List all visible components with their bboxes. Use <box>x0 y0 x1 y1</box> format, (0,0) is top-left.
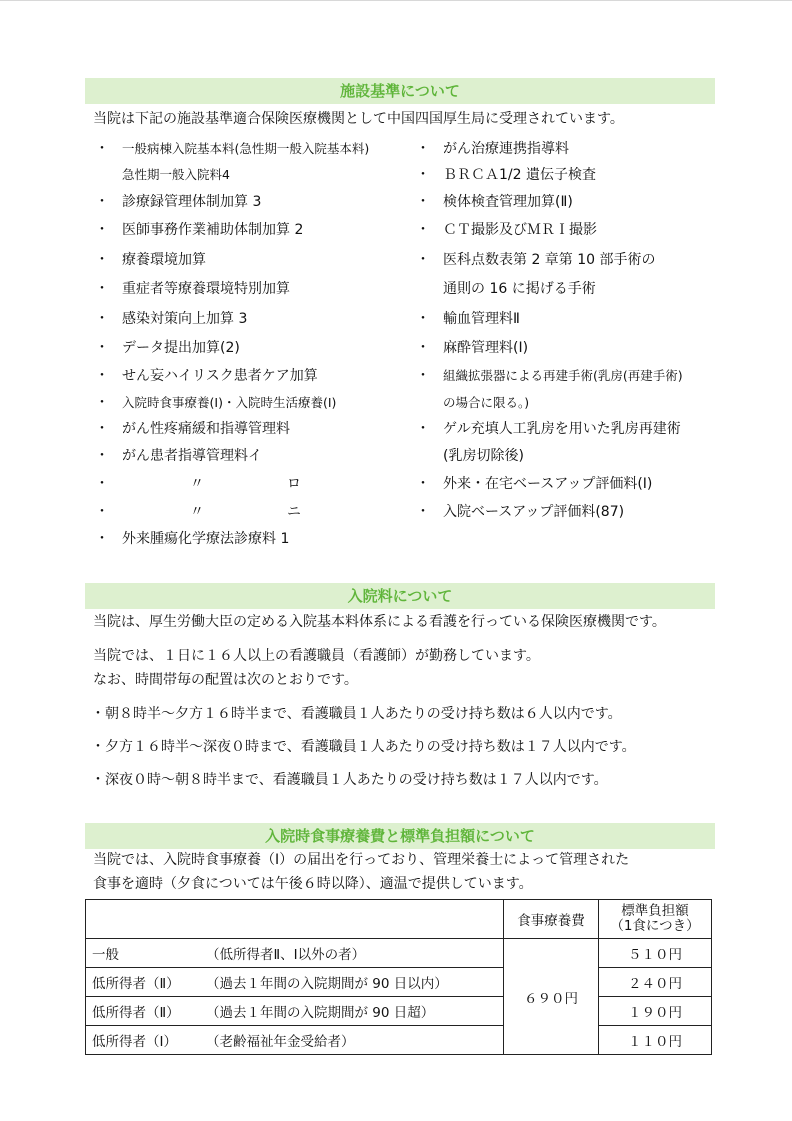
table-row <box>86 1026 712 1055</box>
bullet: ・ <box>95 368 109 384</box>
facility-item: 医師事務作業補助体制加算 2 <box>122 222 304 238</box>
facility-item: 急性期一般入院料4 <box>122 167 230 182</box>
ditto-row-ro <box>157 474 301 494</box>
inpatient-text: なお、時間帯毎の配置は次のとおりです。 <box>93 672 358 688</box>
facility-item: せん妄ハイリスク患者ケア加算 <box>122 368 318 384</box>
facility-item: 医科点数表第 2 章第 10 部手術の <box>443 252 656 268</box>
row-category: 低所得者（Ⅱ） <box>92 976 180 992</box>
bullet: ・ <box>416 222 430 238</box>
bullet: ・ <box>95 281 109 297</box>
bullet: ・ <box>416 311 430 327</box>
table-header-burden <box>599 900 712 939</box>
row-amount: ５１０円 <box>599 939 712 968</box>
facility-item-continued: の場合に限る。) <box>443 395 530 410</box>
inpatient-text: 当院は、厚生労働大臣の定める入院基本料体系による看護を行っている保険医療機関です。 <box>93 614 666 630</box>
bullet: ・ <box>95 141 109 157</box>
facility-item: 外来・在宅ベースアップ評価料(Ⅰ) <box>443 476 653 492</box>
bullet: ・ <box>416 368 430 384</box>
table-row <box>86 939 712 968</box>
table-row <box>86 968 712 997</box>
facility-intro-text: 当院は下記の施設基準適合保険医療機関として中国四国厚生局に受理されています。 <box>93 111 624 127</box>
facility-item: 診療録管理体制加算 3 <box>122 194 262 210</box>
bullet: ・ <box>416 252 430 268</box>
facility-item: 外来腫瘍化学療法診療料 1 <box>122 531 290 547</box>
row-amount: １９０円 <box>599 997 712 1026</box>
bullet: ・ <box>416 167 430 183</box>
bullet: ・ <box>416 141 430 157</box>
row-condition: （過去１年間の入院期間が 90 日超） <box>206 1005 435 1021</box>
bullet: ・ <box>95 448 109 464</box>
staffing-line: ・夕方１６時半～深夜０時まで、看護職員１人あたりの受け持ち数は１７人以内です。 <box>91 739 636 755</box>
staffing-line: ・深夜０時～朝８時半まで、看護職員１人あたりの受け持ち数は１７人以内です。 <box>91 772 608 788</box>
row-category: 低所得者（Ⅱ） <box>92 1005 180 1021</box>
facility-item: 入院時食事療養(Ⅰ)・入院時生活療養(Ⅰ) <box>122 395 337 410</box>
row-label <box>86 968 504 997</box>
row-condition: （老齢福祉年金受給者） <box>206 1034 355 1050</box>
meal-text: 当院では、入院時食事療養（Ⅰ）の届出を行っており、管理栄養士によって管理された <box>93 852 630 868</box>
bullet: ・ <box>95 194 109 210</box>
row-category: 一般 <box>92 947 119 963</box>
facility-item: がん治療連携指導料 <box>443 141 569 157</box>
row-label <box>86 997 504 1026</box>
row-amount: １１０円 <box>599 1026 712 1055</box>
facility-item: がん患者指導管理料イ <box>122 448 262 464</box>
bullet: ・ <box>416 340 430 356</box>
bullet: ・ <box>95 504 109 520</box>
ditto-mark: 〃 <box>190 476 204 492</box>
fee-value-cell: ６９０円 <box>504 939 599 1055</box>
facility-item: がん性疼痛緩和指導管理料 <box>122 421 290 437</box>
row-label <box>86 939 504 968</box>
row-condition: （低所得者Ⅱ、Ⅰ以外の者） <box>206 947 366 963</box>
bullet: ・ <box>416 504 430 520</box>
facility-item: 療養環境加算 <box>122 252 206 268</box>
top-divider <box>0 0 792 1</box>
bullet: ・ <box>95 395 109 411</box>
section-facility-standards-header: 施設基準について <box>85 78 715 104</box>
bullet: ・ <box>95 340 109 356</box>
bullet: ・ <box>95 311 109 327</box>
facility-item: 一般病棟入院基本料(急性期一般入院基本料) <box>122 141 370 156</box>
row-label <box>86 1026 504 1055</box>
staffing-line: ・朝８時半～夕方１６時半まで、看護職員１人あたりの受け持ち数は６人以内です。 <box>91 706 622 722</box>
facility-item: 重症者等療養環境特別加算 <box>122 281 290 297</box>
bullet: ・ <box>416 476 430 492</box>
bullet: ・ <box>95 222 109 238</box>
burden-header-line1: 標準負担額 <box>621 903 689 919</box>
facility-item: 入院ベースアップ評価料(87) <box>443 504 625 520</box>
inpatient-text: 当院では、１日に１６人以上の看護職員（看護師）が勤務しています。 <box>93 648 540 664</box>
bullet: ・ <box>95 421 109 437</box>
meal-fee-table <box>85 899 712 1055</box>
facility-item-continued: 通則の 16 に掲げる手術 <box>443 281 596 297</box>
table-header-blank <box>86 900 504 939</box>
facility-item: 検体検査管理加算(Ⅱ) <box>443 194 573 210</box>
facility-item: データ提出加算(2) <box>122 340 240 356</box>
ditto-suffix: ロ <box>287 476 301 492</box>
facility-item-continued: (乳房切除後) <box>443 448 524 464</box>
facility-item: 組織拡張器による再建手術(乳房(再建手術) <box>443 368 683 383</box>
facility-item: 麻酔管理料(Ⅰ) <box>443 340 529 356</box>
facility-item: 輸血管理料Ⅱ <box>443 311 520 327</box>
facility-item: ＣＴ撮影及びＭＲＩ撮影 <box>443 222 597 238</box>
facility-item: ＢＲＣＡ1/2 遺伝子検査 <box>443 167 596 183</box>
table-header-row <box>86 900 712 939</box>
ditto-mark: 〃 <box>190 504 204 520</box>
table-header-fee: 食事療養費 <box>504 900 599 939</box>
facility-item: ゲル充填人工乳房を用いた乳房再建術 <box>443 421 681 437</box>
table-row <box>86 997 712 1026</box>
meal-text: 食事を適時（夕食については午後６時以降）、適温で提供しています。 <box>93 876 533 892</box>
bullet: ・ <box>95 531 109 547</box>
bullet: ・ <box>416 194 430 210</box>
bullet: ・ <box>95 252 109 268</box>
burden-header-line2: （1食につき） <box>610 918 700 934</box>
bullet: ・ <box>95 476 109 492</box>
ditto-suffix: ニ <box>287 504 301 520</box>
section-inpatient-fee-header: 入院料について <box>85 583 715 609</box>
row-condition: （過去１年間の入院期間が 90 日以内） <box>206 976 448 992</box>
row-amount: ２４０円 <box>599 968 712 997</box>
bullet: ・ <box>416 421 430 437</box>
row-category: 低所得者（Ⅰ） <box>92 1034 177 1050</box>
facility-item: 感染対策向上加算 3 <box>122 311 248 327</box>
ditto-row-ni <box>157 502 301 522</box>
section-meal-fee-header: 入院時食事療養費と標準負担額について <box>85 823 715 849</box>
